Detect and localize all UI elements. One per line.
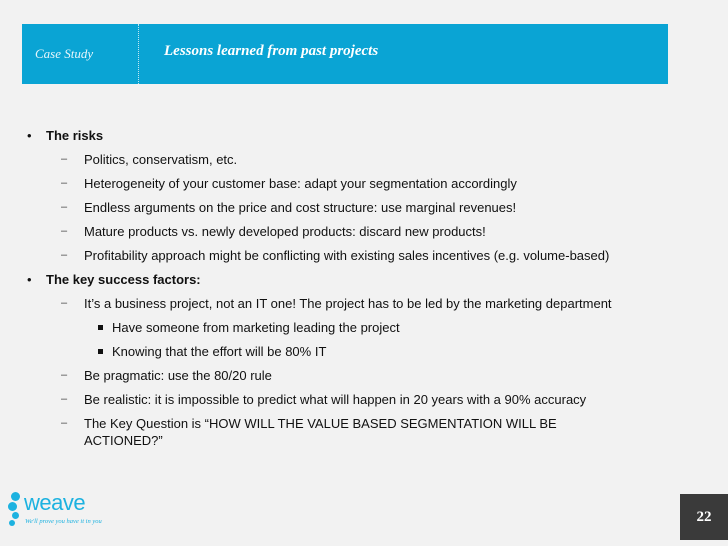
slide-content	[24, 127, 624, 449]
list-item	[24, 295, 624, 312]
logo-wordmark: weave	[24, 490, 86, 515]
dash-glyph: –	[61, 225, 68, 237]
risks-heading: The risks	[46, 128, 104, 143]
dash-glyph: –	[61, 417, 68, 429]
logo-dots-icon	[8, 492, 22, 528]
list-item	[24, 199, 624, 216]
square-bullet-icon	[98, 325, 103, 330]
dash-glyph: –	[61, 297, 68, 309]
list-item	[24, 223, 624, 240]
list-item	[24, 415, 624, 449]
list-item	[24, 175, 624, 192]
list-item	[24, 151, 624, 168]
section-label: Case Study	[35, 46, 94, 61]
list-item	[24, 391, 624, 408]
success-heading: The key success factors:	[46, 272, 201, 287]
dash-glyph: –	[61, 201, 68, 213]
bullet-glyph: •	[27, 272, 32, 287]
dash-glyph: –	[61, 177, 68, 189]
success-item-text: Be pragmatic: use the 80/20 rule	[84, 368, 272, 383]
slide-header	[22, 24, 668, 84]
risk-item-text: Endless arguments on the price and cost structure: use marginal revenues!	[84, 200, 517, 215]
header-divider	[138, 24, 139, 84]
list-item	[24, 247, 624, 264]
slide-title: Lessons learned from past projects	[164, 43, 379, 59]
square-bullet-icon	[98, 349, 103, 354]
risk-item-text: Politics, conservatism, etc.	[84, 152, 238, 167]
list-item	[24, 367, 624, 384]
risk-item-text: Heterogeneity of your customer base: adapt your segmentation accordingly	[84, 176, 517, 191]
success-item-text: Be realistic: it is impossible to predict what will happen in 20 years with a 90% accuracy	[84, 392, 587, 407]
logo-tagline: We'll prove you have it in you	[25, 518, 102, 525]
risk-item-text: Mature products vs. newly developed products: discard new products!	[84, 224, 486, 239]
dash-glyph: –	[61, 153, 68, 165]
sub-list-item	[24, 343, 624, 360]
bullet-glyph: •	[27, 128, 32, 143]
bullet-risks	[24, 127, 624, 144]
sub-item-text: Have someone from marketing leading the project	[112, 320, 400, 335]
dash-glyph: –	[61, 393, 68, 405]
dash-glyph: –	[61, 369, 68, 381]
success-item-text: It’s a business project, not an IT one! The project has to be led by the marketing department	[84, 296, 612, 311]
success-item-text: The Key Question is “HOW WILL THE VALUE BASED SEGMENTATION WILL BE ACTIONED?”	[84, 416, 557, 448]
sub-item-text: Knowing that the effort will be 80% IT	[112, 344, 327, 359]
sub-list-item	[24, 319, 624, 336]
bullet-success-factors	[24, 271, 624, 288]
risk-item-text: Profitability approach might be conflicting with existing sales incentives (e.g. volume-based)	[84, 248, 610, 263]
page-number: 22	[680, 494, 728, 540]
dash-glyph: –	[61, 249, 68, 261]
weave-logo	[8, 490, 118, 530]
